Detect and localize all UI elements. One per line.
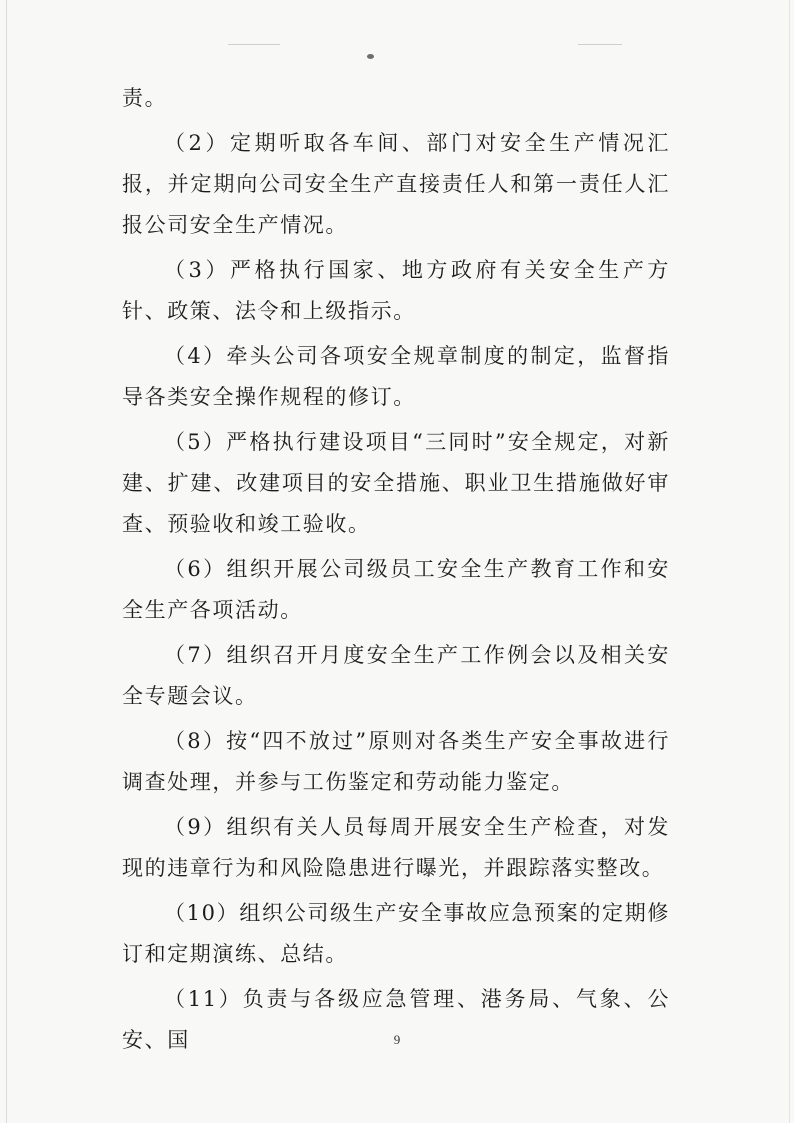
scan-edge-left <box>6 0 7 1123</box>
page-number: 9 <box>393 1032 401 1047</box>
paragraph-item-7: （7）组织召开月度安全生产工作例会以及相关安全专题会议。 <box>122 643 670 708</box>
paragraph-item-9: （9）组织有关人员每周开展安全生产检查，对发现的违章行为和风险隐患进行曝光，并跟踪落实整改。 <box>122 815 670 880</box>
scan-edge-right <box>789 0 790 1123</box>
paragraph-item-5: （5）严格执行建设项目“三同时”安全规定，对新建、扩建、改建项目的安全措施、职业卫生措施做好审查、预验收和竣工验收。 <box>122 430 670 536</box>
document-body <box>122 78 670 1061</box>
scan-speck-mark <box>367 54 374 59</box>
paragraph-item-6: （6）组织开展公司级员工安全生产教育工作和安全生产各项活动。 <box>122 557 670 622</box>
paragraph-item-3: （3）严格执行国家、地方政府有关安全生产方针、政策、法令和上级指示。 <box>122 258 670 323</box>
paragraph-item-8: （8）按“四不放过”原则对各类生产安全事故进行调查处理，并参与工伤鉴定和劳动能力鉴定。 <box>122 729 670 794</box>
paragraph-item-4: （4）牵头公司各项安全规章制度的制定，监督指导各类安全操作规程的修订。 <box>122 344 670 409</box>
paragraph-item-2: （2）定期听取各车间、部门对安全生产情况汇报，并定期向公司安全生产直接责任人和第一责任人汇报公司安全生产情况。 <box>122 131 670 237</box>
paragraph-item-11: （11）负责与各级应急管理、港务局、气象、公安、国 <box>122 987 670 1052</box>
paragraph-continuation: 责。 <box>122 86 168 110</box>
paragraph-item-10: （10）组织公司级生产安全事故应急预案的定期修订和定期演练、总结。 <box>122 901 670 966</box>
header-rule-left <box>228 44 280 45</box>
header-rule-right <box>578 44 622 45</box>
